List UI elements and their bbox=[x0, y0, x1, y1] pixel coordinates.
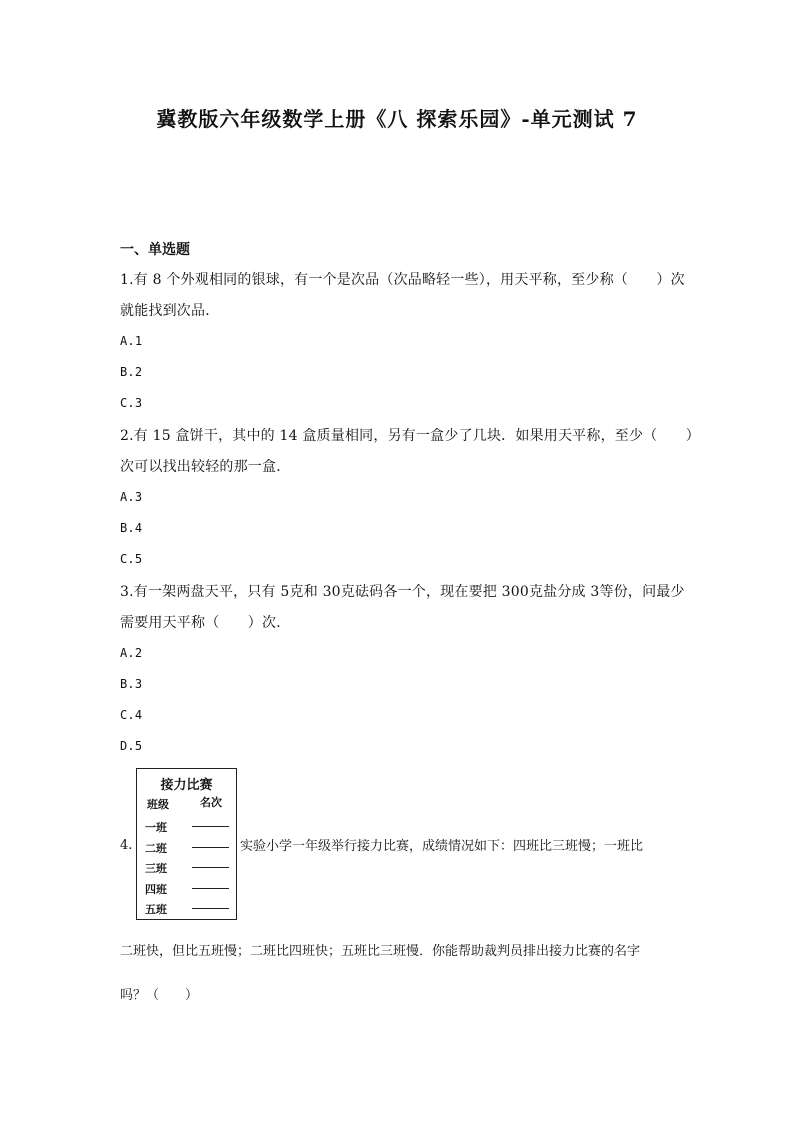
document-title: 冀教版六年级数学上册《八 探索乐园》-单元测试 7 bbox=[156, 107, 638, 131]
question-1-option-a: A.1 bbox=[120, 334, 143, 348]
question-4-line-2: 二班快，但比五班慢；二班比四班快；五班比三班慢．你能帮助裁判员排出接力比赛的名字 bbox=[120, 944, 641, 959]
relay-row-class-5: 五班 bbox=[145, 903, 167, 916]
relay-header-class: 班级 bbox=[147, 798, 169, 811]
question-3-option-c: C.4 bbox=[120, 708, 143, 722]
question-3-option-d: D.5 bbox=[120, 739, 143, 753]
question-3-line-1: 3.有一架两盘天平，只有 5克和 30克砝码各一个，现在要把 300克盐分成 3等份，问最少 bbox=[120, 584, 685, 600]
question-3-option-a: A.2 bbox=[120, 646, 143, 660]
relay-rank-blank-4 bbox=[192, 888, 229, 889]
question-4-line-1: 实验小学一年级举行接力比赛，成绩情况如下：四班比三班慢；一班比 bbox=[240, 839, 644, 854]
question-1-option-b: B.2 bbox=[120, 365, 143, 379]
question-4-number: 4. bbox=[120, 838, 133, 853]
relay-rank-blank-3 bbox=[192, 867, 229, 868]
question-1-option-c: C.3 bbox=[120, 396, 143, 410]
question-1-line-1: 1.有 8 个外观相同的银球，有一个是次品（次品略轻一些），用天平称，至少称（ ）次 bbox=[120, 272, 685, 288]
question-2-option-c: C.5 bbox=[120, 552, 143, 566]
question-3-option-b: B.3 bbox=[120, 677, 143, 691]
relay-header-rank: 名次 bbox=[200, 796, 222, 809]
question-2-line-1: 2.有 15 盒饼干，其中的 14 盒质量相同，另有一盒少了几块．如果用天平称，至少（ ） bbox=[120, 428, 700, 444]
question-3-line-2: 需要用天平称（ ）次． bbox=[120, 615, 291, 631]
relay-row-class-3: 三班 bbox=[145, 862, 167, 875]
question-2-line-2: 次可以找出较轻的那一盒． bbox=[120, 459, 291, 475]
question-2-option-b: B.4 bbox=[120, 521, 143, 535]
question-1-line-2: 就能找到次品． bbox=[120, 303, 220, 319]
relay-table-title: 接力比赛 bbox=[160, 778, 213, 793]
relay-row-class-4: 四班 bbox=[145, 883, 167, 896]
relay-rank-blank-2 bbox=[192, 847, 229, 848]
question-2-option-a: A.3 bbox=[120, 490, 143, 504]
relay-row-class-2: 二班 bbox=[145, 842, 167, 855]
question-4-line-3: 吗？（ ） bbox=[120, 988, 199, 1003]
relay-rank-blank-5 bbox=[192, 908, 229, 909]
section-heading: 一、单选题 bbox=[120, 242, 190, 258]
relay-ranking-table bbox=[136, 768, 237, 920]
relay-rank-blank-1 bbox=[192, 826, 229, 827]
relay-row-class-1: 一班 bbox=[145, 821, 167, 834]
